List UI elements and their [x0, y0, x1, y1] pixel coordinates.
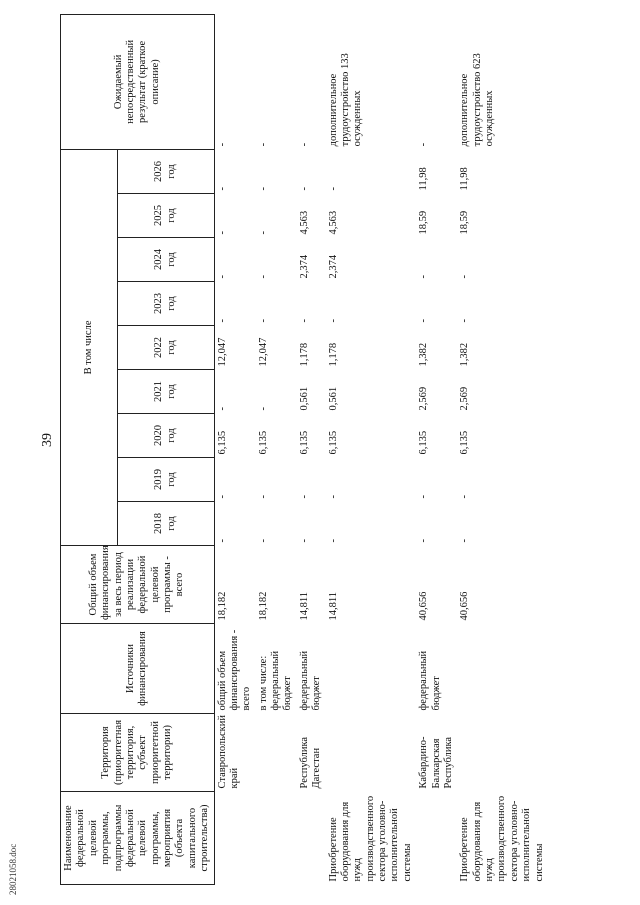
cell-year: - [257, 319, 269, 323]
cell-year: 11,98 [418, 167, 430, 191]
cell-name [256, 792, 297, 885]
cell-year: - [459, 275, 471, 279]
cell-year: 12,047 [216, 337, 228, 367]
cell-source: федеральный бюджет [418, 650, 442, 711]
cell-year: 1,178 [298, 342, 310, 367]
cell-result: дополнительное трудоустройство 133 осужденных [327, 53, 364, 147]
table-row [256, 14, 297, 884]
cell-year: 6,135 [327, 430, 339, 455]
cell-name [297, 792, 326, 885]
cell-year: - [418, 319, 430, 323]
page-number: 39 [40, 433, 55, 447]
header-year: 2024 год [117, 238, 214, 282]
cell-year: - [257, 231, 269, 235]
cell-result: - [257, 142, 269, 147]
table-row [297, 14, 326, 884]
cell-territory: Ставропольский край [216, 715, 240, 789]
header-year: 2026 год [117, 149, 214, 193]
cell-year: - [257, 407, 269, 411]
cell-result: дополнительное трудоустройство 623 осужденных [459, 53, 495, 147]
cell-year: - [327, 495, 339, 499]
cell-year: 6,135 [418, 430, 430, 455]
cell-year: - [216, 407, 228, 411]
cell-territory [457, 714, 548, 792]
cell-year: 1,382 [418, 342, 430, 367]
header-total: Общий объем финансирования за весь период реализации федеральной целевой программы - всего [61, 546, 215, 624]
cell-territory: Республика Дагестан [298, 736, 323, 789]
header-territory: Территория (приоритетная территория, субъект приоритетной территории) [61, 714, 215, 792]
rotated-table-container [60, 15, 580, 885]
header-year: 2019 год [117, 458, 214, 502]
table-row [457, 14, 548, 884]
cell-total: 18,182 [216, 591, 228, 621]
cell-total: 14,811 [327, 592, 339, 621]
cell-year: 12,047 [257, 337, 269, 367]
cell-year: 18,59 [418, 210, 430, 235]
cell-year: - [327, 319, 339, 323]
cell-year: 2,569 [418, 386, 430, 411]
cell-name [214, 792, 256, 885]
cell-name: Приобретение оборудования для нужд производственного сектора уголовно-исполнительной системы [459, 795, 545, 882]
cell-year: - [418, 275, 430, 279]
table-row [214, 14, 256, 884]
cell-year: - [216, 231, 228, 235]
header-row-1 [61, 14, 118, 884]
cell-year: 0,561 [327, 386, 339, 411]
header-sources: Источники финансирования [61, 624, 215, 714]
cell-territory [256, 714, 297, 792]
cell-year: - [298, 319, 310, 323]
cell-name: Приобретение оборудования для нужд производственного сектора уголовно-исполнительной системы [327, 795, 413, 882]
cell-year: 0,561 [298, 386, 310, 411]
table-row [416, 14, 457, 884]
cell-year: 2,569 [459, 386, 471, 411]
cell-year: - [418, 495, 430, 499]
cell-territory [326, 714, 417, 792]
cell-total: 40,656 [459, 591, 471, 621]
table-row [326, 14, 417, 884]
cell-year: - [298, 495, 310, 499]
cell-year: 6,135 [257, 430, 269, 455]
cell-result: - [216, 142, 228, 147]
cell-source [457, 624, 548, 714]
header-including: В том числе [61, 149, 118, 545]
cell-year: - [298, 539, 310, 543]
cell-name [416, 792, 457, 885]
cell-year: - [216, 187, 228, 191]
cell-year: 2,374 [327, 254, 339, 279]
cell-year: 4,563 [298, 210, 310, 235]
cell-source: федеральный бюджет [298, 650, 323, 711]
cell-year: - [459, 539, 471, 543]
cell-year: - [418, 539, 430, 543]
footer-filename: 28021058.doc [8, 843, 18, 895]
cell-result: - [298, 142, 310, 147]
header-year: 2020 год [117, 414, 214, 458]
cell-total: 14,811 [298, 592, 310, 621]
cell-year: 6,135 [216, 430, 228, 455]
cell-year: - [216, 319, 228, 323]
cell-year: - [216, 495, 228, 499]
cell-year: 18,59 [459, 210, 471, 235]
header-year: 2022 год [117, 326, 214, 370]
cell-year: - [257, 495, 269, 499]
cell-year: - [459, 495, 471, 499]
cell-source: общий объем финансирования - всего [216, 629, 253, 711]
cell-year: - [327, 539, 339, 543]
header-year: 2018 год [117, 502, 214, 546]
header-result: Ожидаемый непосредственный результат (краткое описание) [61, 14, 215, 149]
header-year: 2021 год [117, 370, 214, 414]
cell-year: - [257, 187, 269, 191]
cell-year: 4,563 [327, 210, 339, 235]
cell-year: 6,135 [298, 430, 310, 455]
cell-total: 40,656 [418, 591, 430, 621]
header-name: Наименование федеральной целевой программы, подпрограммы федеральной целевой программы, мероприятия (объекта капитального строительства) [61, 792, 215, 885]
cell-year: 11,98 [459, 167, 471, 191]
cell-year: - [459, 319, 471, 323]
cell-year: 2,374 [298, 254, 310, 279]
financing-table [60, 14, 548, 885]
cell-year: - [298, 187, 310, 191]
cell-year: - [257, 539, 269, 543]
cell-year: 1,382 [459, 342, 471, 367]
cell-year: 6,135 [459, 430, 471, 455]
header-year: 2025 год [117, 194, 214, 238]
cell-year: 1,178 [327, 342, 339, 367]
cell-territory: Кабардино-Балкарская Республика [418, 736, 454, 789]
header-year: 2023 год [117, 282, 214, 326]
cell-year: - [257, 275, 269, 279]
cell-total: 18,182 [257, 591, 269, 621]
cell-year: - [216, 539, 228, 543]
cell-result: - [418, 142, 430, 147]
cell-source [326, 624, 417, 714]
cell-year: - [216, 275, 228, 279]
cell-year: - [327, 187, 339, 191]
cell-source: в том числе: федеральный бюджет [257, 650, 294, 711]
